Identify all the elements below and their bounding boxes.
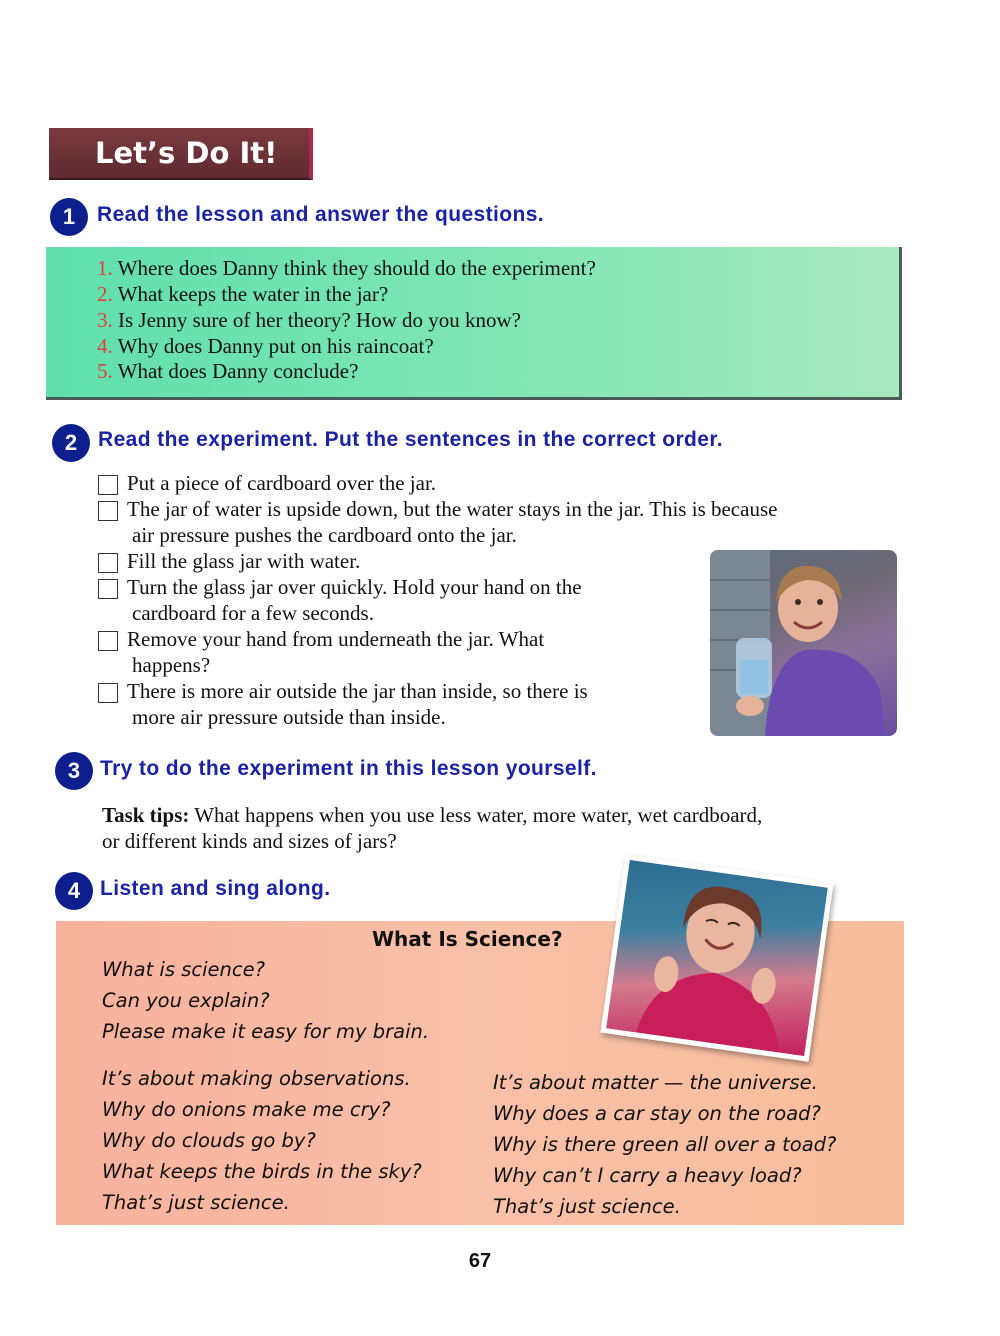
song-line: Why does a car stay on the road?: [493, 1102, 821, 1125]
song-line: What is science?: [102, 958, 265, 981]
section-1-number: 1: [50, 198, 88, 236]
song-line: That’s just science.: [493, 1195, 681, 1218]
experiment-step-text: Remove your hand from underneath the jar. What: [127, 627, 545, 651]
section-3-heading: Try to do the experiment in this lesson yourself.: [100, 757, 597, 780]
page-number: 67: [468, 1250, 492, 1272]
experiment-step-text-cont: more air pressure outside than inside.: [132, 705, 446, 729]
experiment-step-text: Fill the glass jar with water.: [127, 549, 361, 573]
section-4-heading: Listen and sing along.: [100, 877, 331, 900]
girl-with-jar-illustration: [710, 550, 897, 736]
experiment-step-text: The jar of water is upside down, but the water stays in the jar. This is because: [127, 497, 778, 521]
task-tips-line-1: Task tips: What happens when you use less water, more water, wet cardboard,: [102, 803, 763, 827]
lets-do-it-banner: Let’s Do It!: [49, 128, 313, 180]
order-checkbox[interactable]: [98, 475, 118, 495]
section-3-number: 3: [55, 752, 93, 790]
experiment-step-text-cont: happens?: [132, 653, 211, 677]
section-2-number: 2: [52, 424, 90, 462]
experiment-step-text: There is more air outside the jar than inside, so there is: [127, 679, 588, 703]
order-checkbox[interactable]: [98, 553, 118, 573]
experiment-step-text-cont: air pressure pushes the cardboard onto the jar.: [132, 523, 517, 547]
question-item: 3. Is Jenny sure of her theory? How do you know?: [97, 308, 521, 332]
order-checkbox[interactable]: [98, 683, 118, 703]
song-line: It’s about matter — the universe.: [493, 1071, 818, 1094]
question-item: 1. Where does Danny think they should do the experiment?: [97, 256, 596, 280]
song-line: Can you explain?: [102, 989, 270, 1012]
singing-girl-photo: [600, 854, 833, 1061]
song-line: Why can’t I carry a heavy load?: [493, 1164, 802, 1187]
section-4-number: 4: [55, 872, 93, 910]
song-line: Why do clouds go by?: [102, 1129, 316, 1152]
experiment-step-text: Put a piece of cardboard over the jar.: [127, 471, 437, 495]
song-line: Why do onions make me cry?: [102, 1098, 391, 1121]
song-line: Please make it easy for my brain.: [102, 1020, 430, 1043]
experiment-step-text: Turn the glass jar over quickly. Hold your hand on the: [127, 575, 582, 599]
task-tips-line-2: or different kinds and sizes of jars?: [102, 829, 397, 853]
section-1-heading: Read the lesson and answer the questions.: [97, 203, 545, 226]
section-2-heading: Read the experiment. Put the sentences in the correct order.: [98, 428, 724, 451]
song-line: That’s just science.: [102, 1191, 290, 1214]
question-item: 4. Why does Danny put on his raincoat?: [97, 334, 434, 358]
order-checkbox[interactable]: [98, 579, 118, 599]
song-line: It’s about making observations.: [102, 1067, 411, 1090]
song-line: What keeps the birds in the sky?: [102, 1160, 422, 1183]
girl-with-jar-photo: [710, 550, 897, 736]
question-item: 5. What does Danny conclude?: [97, 359, 359, 383]
song-line: Why is there green all over a toad?: [493, 1133, 837, 1156]
question-item: 2. What keeps the water in the jar?: [97, 282, 389, 306]
singing-girl-illustration: [606, 860, 828, 1056]
song-title: What Is Science?: [372, 927, 563, 951]
experiment-step-text-cont: cardboard for a few seconds.: [132, 601, 374, 625]
order-checkbox[interactable]: [98, 631, 118, 651]
order-checkbox[interactable]: [98, 501, 118, 521]
